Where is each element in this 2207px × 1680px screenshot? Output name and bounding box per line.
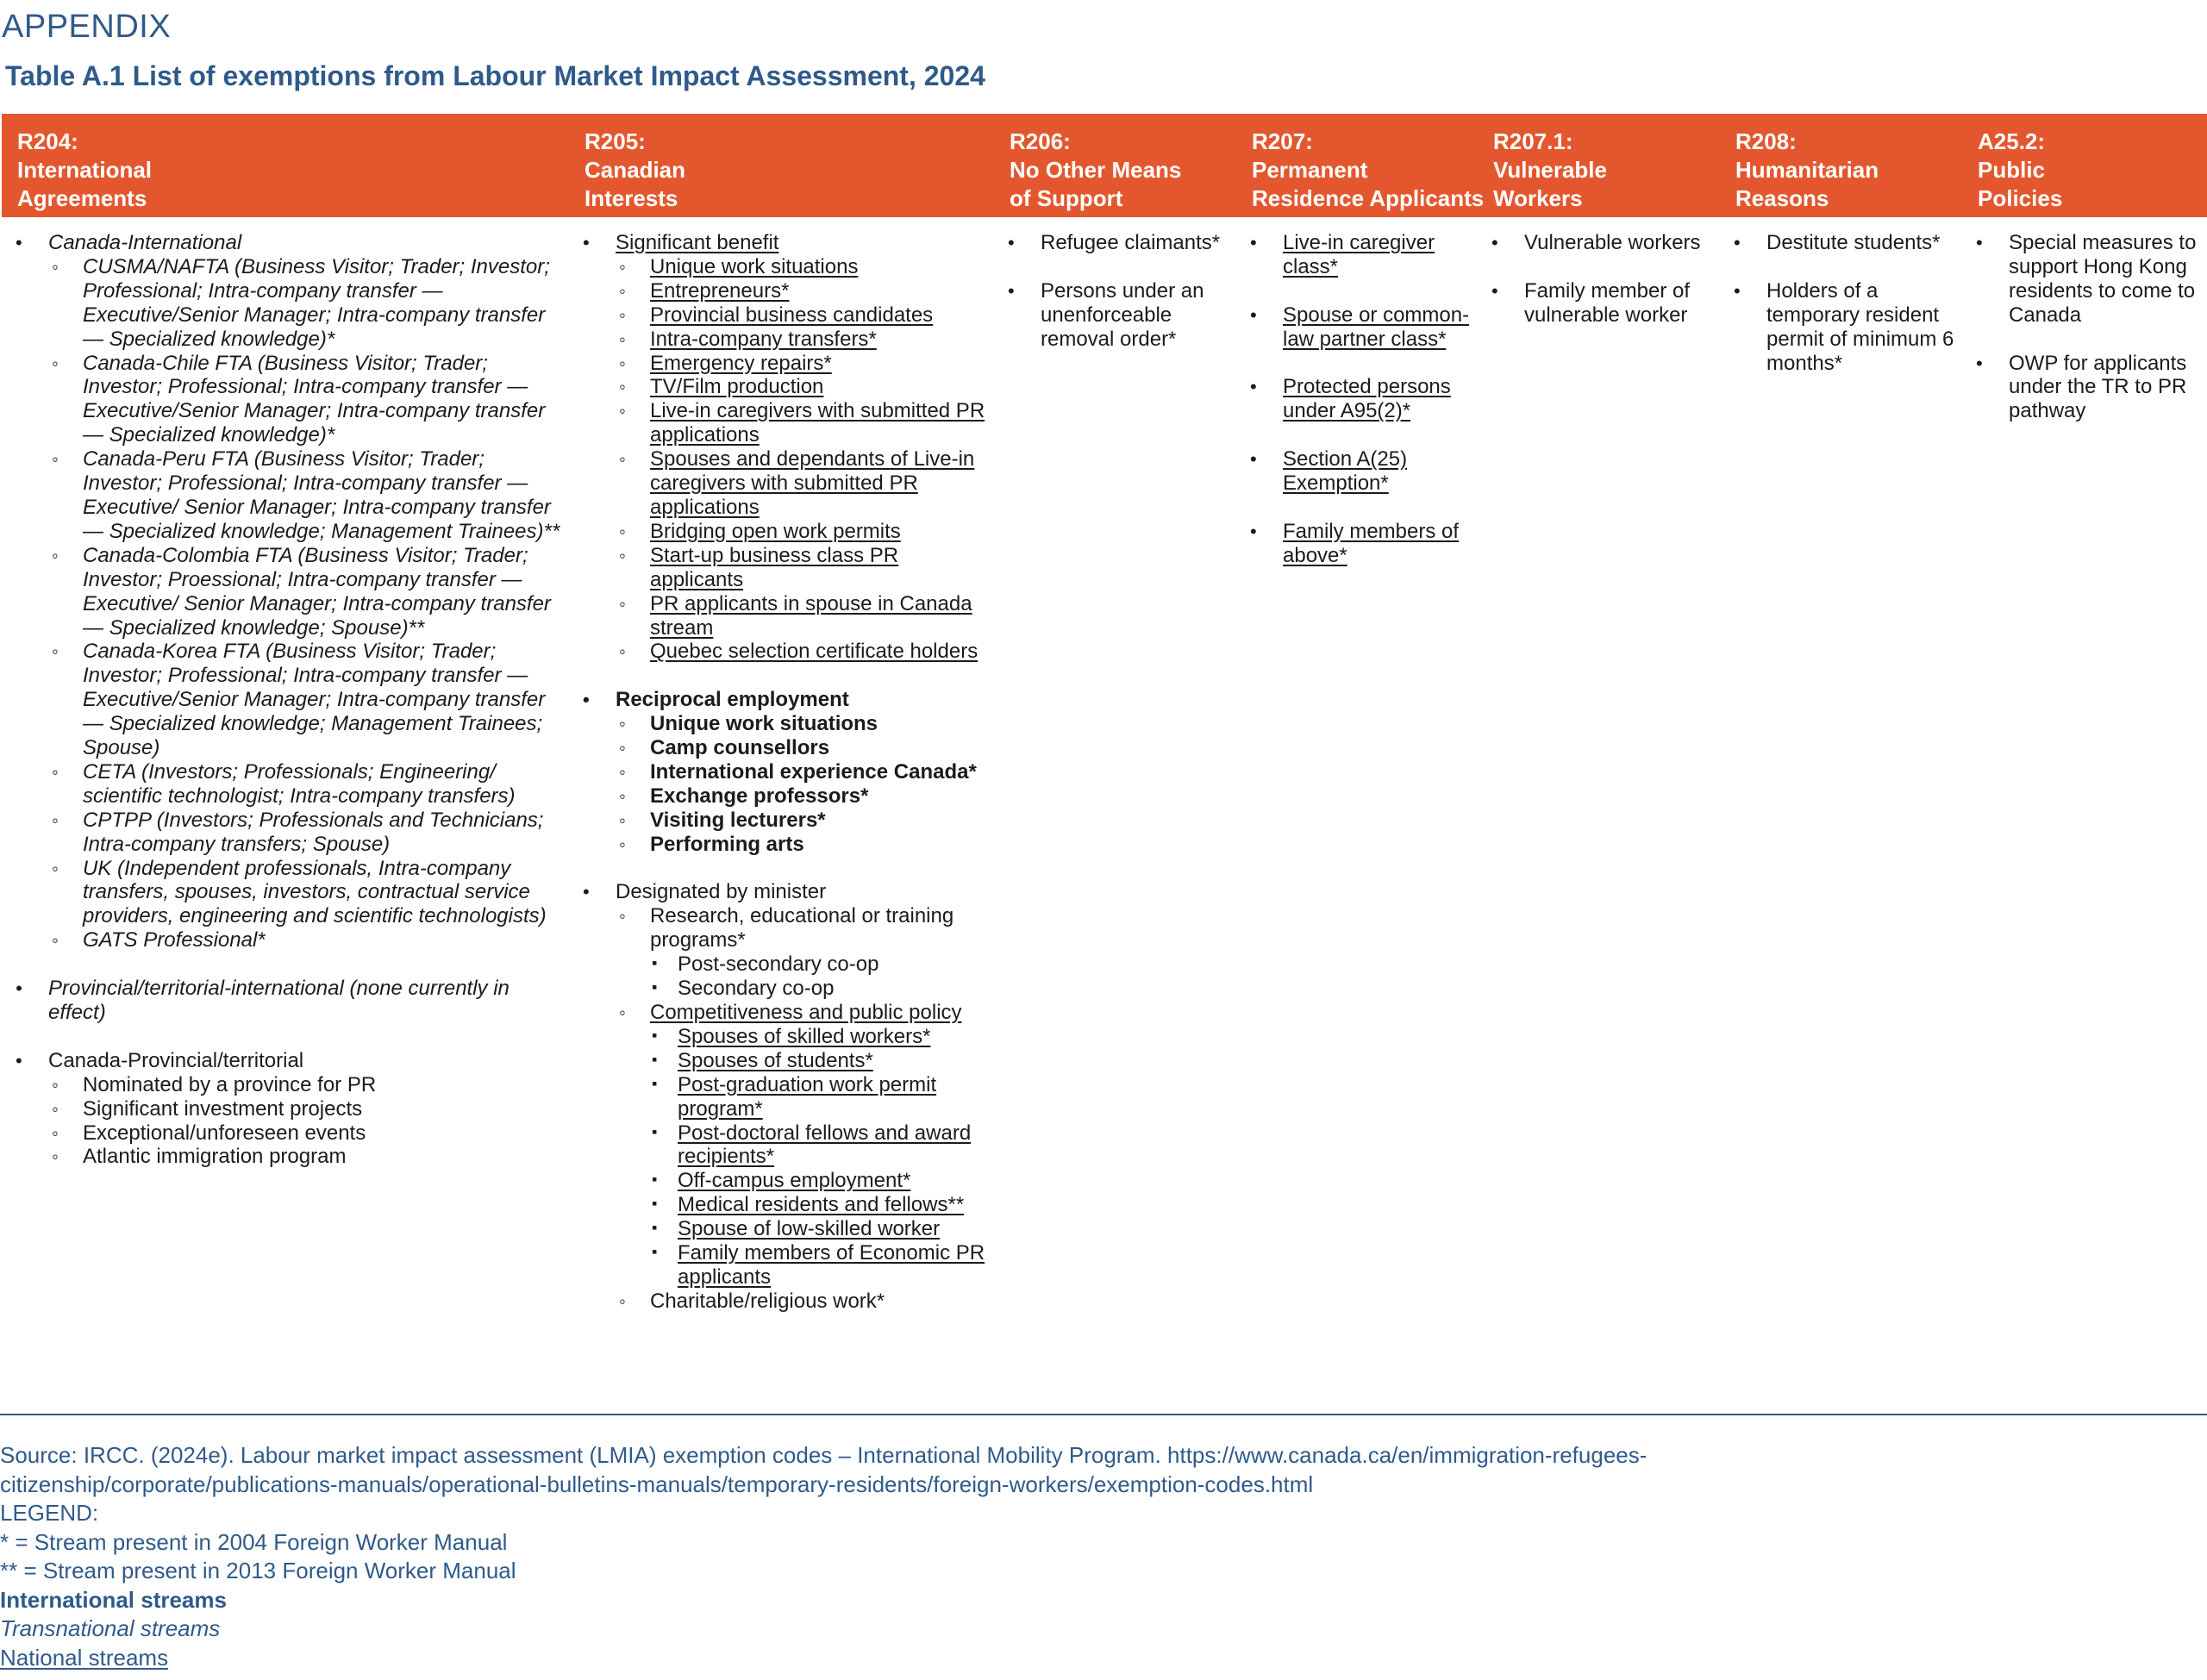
header-r207-1: R207.1: Vulnerable Workers — [1493, 128, 1607, 211]
significant-benefit-label: Significant benefit — [616, 231, 779, 254]
list-item: ◦ CPTPP (Investors; Professionals and Technicians; Intra-company transfers; Spouse) — [48, 809, 567, 857]
canada-international-label: Canada-International — [48, 231, 242, 254]
list-item: ◦ Unique work situations — [616, 255, 988, 279]
list-item: ◦ Camp counsellors — [616, 736, 988, 760]
list-item: ◦ Canada-Korea FTA (Business Visitor; Trader; Investor; Professional; Intra-company transfer — Executive/Senior Manager; Intra-company transfer — Specialized knowledge; Management Trainees; Spouse) — [48, 640, 567, 760]
list-item: • Family member of vulnerable worker — [1491, 279, 1724, 328]
footer-divider — [0, 1414, 2207, 1415]
column-a25-2 — [1976, 231, 2202, 423]
table-header-row — [2, 114, 2207, 217]
legend-heading: LEGEND: — [0, 1500, 99, 1526]
list-item: ◦ Exceptional/unforeseen events — [48, 1121, 567, 1146]
list-item: • Live-in caregiver class* — [1250, 231, 1483, 279]
list-item: ▪ Off-campus employment* — [650, 1169, 988, 1193]
list-item: ◦ Quebec selection certificate holders — [616, 640, 988, 664]
list-item: ◦ Canada-Colombia FTA (Business Visitor; Trader; Investor; Proessional; Intra-company transfer — Executive/ Senior Manager; Intra-company transfer — Specialized knowledge; Spouse)** — [48, 544, 567, 640]
canada-provincial-label: Canada-Provincial/territorial — [48, 1048, 304, 1072]
list-item: • Holders of a temporary resident permit of minimum 6 months* — [1734, 279, 1966, 376]
designated-by-minister-label: Designated by minister — [616, 880, 827, 904]
list-item: ◦ Spouses and dependants of Live-in caregivers with submitted PR applications — [616, 447, 988, 520]
list-item: • Special measures to support Hong Kong residents to come to Canada — [1976, 231, 2202, 328]
header-r205: R205: Canadian Interests — [585, 128, 686, 211]
list-item: ◦ Live-in caregivers with submitted PR applications — [616, 399, 988, 447]
list-item: ◦ GATS Professional* — [48, 928, 567, 952]
list-item: ◦ Competitiveness and public policy ▪ Spouses of skilled workers* ▪ Spouses of students* ▪ Post-graduation work permit program* ▪ Post-doctoral fellows and award recipients* ▪ Off-campus employment* ▪ Medical residents and fellows** ▪ Spouse of low-skilled worker ▪ Family members of Economic PR applicants — [616, 1001, 988, 1290]
list-item: ◦ Bridging open work permits — [616, 520, 988, 544]
list-item — [583, 231, 988, 664]
reciprocal-employment-label: Reciprocal employment — [616, 688, 849, 712]
legend-two-star: ** = Stream present in 2013 Foreign Worker Manual — [0, 1558, 516, 1583]
list-item: ◦ Unique work situations — [616, 712, 988, 736]
list-item: ◦ Research, educational or training programs* ▪ Post-secondary co-op ▪ Secondary co-op — [616, 904, 988, 1001]
column-r204 — [16, 231, 567, 1169]
list-item: ▪ Post-secondary co-op — [650, 952, 988, 977]
list-item: ▪ Spouse of low-skilled worker — [650, 1217, 988, 1241]
list-item: ◦ TV/Film production — [616, 375, 988, 399]
list-item: ◦ Performing arts — [616, 833, 988, 857]
list-item: • Vulnerable workers — [1491, 231, 1724, 255]
header-r204: R204: International Agreements — [17, 128, 153, 211]
legend-national: National streams — [0, 1644, 169, 1671]
header-r208: R208: Humanitarian Reasons — [1735, 128, 1879, 211]
column-r206 — [1008, 231, 1241, 352]
table-title: Table A.1 List of exemptions from Labour Market Impact Assessment, 2024 — [5, 60, 985, 91]
appendix-heading: APPENDIX — [2, 9, 172, 45]
list-item: • Protected persons under A95(2)* — [1250, 375, 1483, 423]
list-item: ▪ Spouses of skilled workers* — [650, 1025, 988, 1049]
list-item: ◦ Significant investment projects — [48, 1097, 567, 1121]
header-r206: R206: No Other Means of Support — [1010, 128, 1182, 211]
list-item: ▪ Post-doctoral fellows and award recipients* — [650, 1121, 988, 1170]
column-r208 — [1734, 231, 1966, 375]
list-item: ◦ CUSMA/NAFTA (Business Visitor; Trader; Investor; Professional; Intra-company transfer — Executive/Senior Manager; Intra-company transfer — Specialized knowledge)* — [48, 255, 567, 352]
list-item: ◦ International experience Canada* — [616, 760, 988, 784]
list-item: ◦ Canada-Chile FTA (Business Visitor; Trader; Investor; Professional; Intra-company transfer — Executive/Senior Manager; Intra-company transfer — Specialized knowledge)* — [48, 352, 567, 448]
legend-transnational: Transnational streams — [0, 1615, 221, 1641]
list-item: ◦ Atlantic immigration program — [48, 1145, 567, 1169]
list-item: • Destitute students* — [1734, 231, 1966, 255]
list-item: • Provincial/territorial-international (none currently in effect) — [16, 977, 567, 1025]
column-r207-1 — [1491, 231, 1724, 328]
list-item: ◦ Intra-company transfers* — [616, 328, 988, 352]
list-item: ◦ CETA (Investors; Professionals; Engineering/ scientific technologist; Intra-company transfers) — [48, 760, 567, 809]
list-item: ◦ Entrepreneurs* — [616, 279, 988, 303]
list-item: ◦ UK (Independent professionals, Intra-company transfers, spouses, investors, contractual service providers, engineering and scientific technologists) — [48, 857, 567, 929]
list-item: ◦ Charitable/religious work* — [616, 1290, 988, 1314]
list-item — [16, 231, 567, 952]
list-item: ◦ Provincial business candidates — [616, 303, 988, 328]
list-item — [583, 880, 988, 1313]
source-notes — [0, 1441, 1759, 1672]
list-item: ◦ Start-up business class PR applicants — [616, 544, 988, 592]
list-item: ◦ Nominated by a province for PR — [48, 1073, 567, 1097]
list-item: • Section A(25) Exemption* — [1250, 447, 1483, 496]
legend-international: International streams — [0, 1586, 227, 1613]
column-r205 — [583, 231, 988, 1314]
list-item — [583, 688, 988, 856]
list-item: • Spouse or common-law partner class* — [1250, 303, 1483, 352]
header-a25-2: A25.2: Public Policies — [1978, 128, 2063, 211]
list-item: ◦ Canada-Peru FTA (Business Visitor; Trader; Investor; Professional; Intra-company transfer — Executive/ Senior Manager; Intra-company transfer — Specialized knowledge; Management Trainees)** — [48, 447, 567, 544]
legend-one-star: * = Stream present in 2004 Foreign Worker Manual — [0, 1528, 508, 1555]
list-item — [16, 1049, 567, 1170]
list-item: ◦ Visiting lecturers* — [616, 809, 988, 833]
list-item: ◦ PR applicants in spouse in Canada stream — [616, 592, 988, 640]
column-r207 — [1250, 231, 1483, 568]
list-item: ◦ Exchange professors* — [616, 784, 988, 809]
list-item: • Persons under an unenforceable removal order* — [1008, 279, 1241, 352]
list-item: ◦ Emergency repairs* — [616, 352, 988, 376]
list-item: ▪ Medical residents and fellows** — [650, 1193, 988, 1217]
list-item: • Refugee claimants* — [1008, 231, 1241, 255]
header-r207: R207: Permanent Residence Applicants — [1252, 128, 1485, 211]
source-citation: Source: IRCC. (2024e). Labour market impact assessment (LMIA) exemption codes – International Mobility Program. https://www.canada.ca/en/immigration-refugees-citizenship/corporate/publications-manuals/operational-bulletins-manuals/temporary-residents/foreign-workers/exemption-codes.html — [0, 1442, 1647, 1497]
list-item: • Family members of above* — [1250, 520, 1483, 568]
list-item: ▪ Post-graduation work permit program* — [650, 1073, 988, 1121]
list-item: ▪ Spouses of students* — [650, 1049, 988, 1073]
list-item: • OWP for applicants under the TR to PR pathway — [1976, 352, 2202, 424]
list-item: ▪ Family members of Economic PR applicants — [650, 1241, 988, 1290]
list-item: ▪ Secondary co-op — [650, 977, 988, 1001]
